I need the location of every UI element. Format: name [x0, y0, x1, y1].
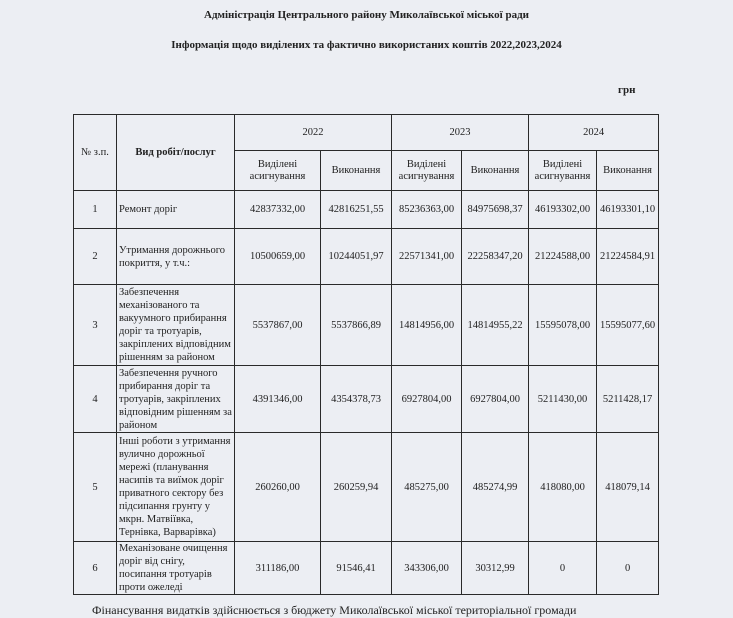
cell-executed-2022: 42816251,55: [321, 191, 392, 229]
cell-allocated-2023: 485275,00: [392, 433, 462, 542]
cell-executed-2022: 4354378,73: [321, 366, 392, 433]
footer-note: Фінансування видатків здійснюється з бюджету Миколаївської міської територіальної громади: [92, 603, 577, 617]
cell-executed-2024: 46193301,10: [597, 191, 659, 229]
row-description: Утримання дорожнього покриття, у т.ч.:: [117, 229, 235, 285]
header-work-type: Вид робіт/послуг: [117, 115, 235, 191]
cell-allocated-2023: 22571341,00: [392, 229, 462, 285]
budget-table: [73, 114, 659, 595]
cell-allocated-2022: 5537867,00: [235, 285, 321, 366]
header-number: № з.п.: [74, 115, 117, 191]
header-allocated-2024: Виділені асигнування: [529, 151, 597, 191]
header-allocated-2023: Виділені асигнування: [392, 151, 462, 191]
cell-executed-2024: 418079,14: [597, 433, 659, 542]
cell-executed-2024: 0: [597, 542, 659, 595]
cell-executed-2023: 22258347,20: [462, 229, 529, 285]
cell-allocated-2022: 10500659,00: [235, 229, 321, 285]
header-year-2024: 2024: [529, 115, 659, 151]
row-number: 5: [74, 433, 117, 542]
cell-allocated-2024: 46193302,00: [529, 191, 597, 229]
table-row: [74, 433, 659, 542]
cell-allocated-2024: 21224588,00: [529, 229, 597, 285]
row-number: 1: [74, 191, 117, 229]
table-row: [74, 542, 659, 595]
row-description: Забезпечення ручного прибирання доріг та тротуарів, закріплених відповідним рішенням за районом: [117, 366, 235, 433]
row-description: Механізоване очищення доріг від снігу, посипання тротуарів проти ожеледі: [117, 542, 235, 595]
cell-executed-2023: 6927804,00: [462, 366, 529, 433]
cell-allocated-2022: 4391346,00: [235, 366, 321, 433]
cell-executed-2023: 485274,99: [462, 433, 529, 542]
header-allocated-2022: Виділені асигнування: [235, 151, 321, 191]
table-row: [74, 229, 659, 285]
cell-executed-2022: 10244051,97: [321, 229, 392, 285]
row-description: Забезпечення механізованого та вакуумного прибирання доріг та тротуарів, закріплених відповідним рішенням за районом: [117, 285, 235, 366]
cell-executed-2024: 21224584,91: [597, 229, 659, 285]
cell-executed-2022: 91546,41: [321, 542, 392, 595]
header-executed-2023: Виконання: [462, 151, 529, 191]
header-year-2022: 2022: [235, 115, 392, 151]
header-executed-2024: Виконання: [597, 151, 659, 191]
cell-allocated-2022: 260260,00: [235, 433, 321, 542]
cell-allocated-2023: 6927804,00: [392, 366, 462, 433]
cell-allocated-2023: 14814956,00: [392, 285, 462, 366]
table-row: [74, 285, 659, 366]
row-description: Інші роботи з утримання вулично дорожньої мережі (планування насипів та виїмок доріг приватного сектору без підсипання грунту у мкрн. Матвіївка, Тернівка, Варварівка): [117, 433, 235, 542]
row-description: Ремонт доріг: [117, 191, 235, 229]
cell-allocated-2024: 418080,00: [529, 433, 597, 542]
cell-executed-2023: 14814955,22: [462, 285, 529, 366]
header-executed-2022: Виконання: [321, 151, 392, 191]
row-number: 4: [74, 366, 117, 433]
cell-allocated-2022: 42837332,00: [235, 191, 321, 229]
table-row: [74, 191, 659, 229]
cell-allocated-2023: 85236363,00: [392, 191, 462, 229]
cell-allocated-2022: 311186,00: [235, 542, 321, 595]
document-title: Адміністрація Центрального району Миколаївської міської ради: [204, 9, 529, 21]
cell-executed-2023: 30312,99: [462, 542, 529, 595]
cell-executed-2022: 260259,94: [321, 433, 392, 542]
row-number: 6: [74, 542, 117, 595]
cell-allocated-2023: 343306,00: [392, 542, 462, 595]
cell-allocated-2024: 5211430,00: [529, 366, 597, 433]
table-row: [74, 366, 659, 433]
cell-executed-2024: 5211428,17: [597, 366, 659, 433]
row-number: 2: [74, 229, 117, 285]
row-number: 3: [74, 285, 117, 366]
header-year-2023: 2023: [392, 115, 529, 151]
currency-label: грн: [618, 84, 636, 96]
cell-allocated-2024: 15595078,00: [529, 285, 597, 366]
cell-allocated-2024: 0: [529, 542, 597, 595]
cell-executed-2023: 84975698,37: [462, 191, 529, 229]
document-subtitle: Інформація щодо виділених та фактично використаних коштів 2022,2023,2024: [171, 39, 562, 51]
cell-executed-2024: 15595077,60: [597, 285, 659, 366]
cell-executed-2022: 5537866,89: [321, 285, 392, 366]
